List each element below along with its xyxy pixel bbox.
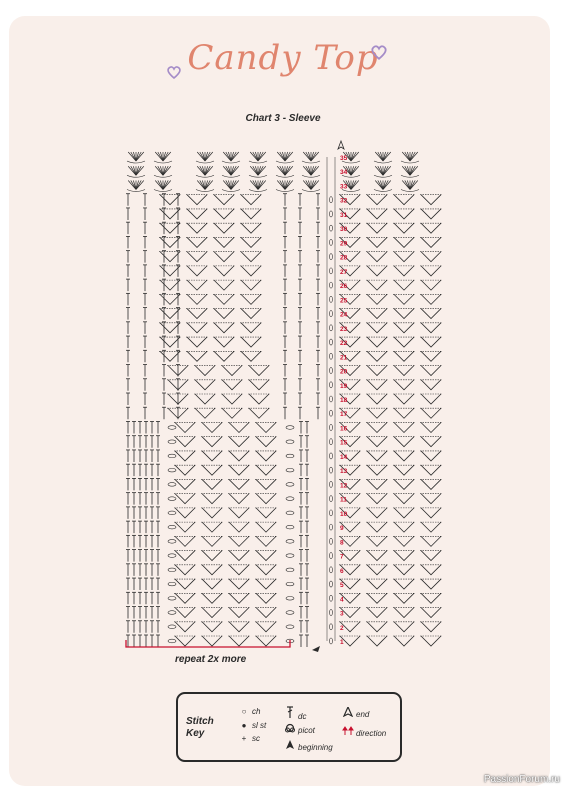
picot-icon (284, 723, 296, 735)
row-number: 12 (340, 482, 348, 490)
row-number: 18 (340, 397, 348, 404)
key-item-ch: ○ ch (238, 707, 260, 716)
chart-row (126, 621, 442, 633)
chart-row (126, 308, 442, 320)
direction-arrows-icon (342, 726, 354, 738)
chart-row (126, 535, 442, 547)
row-number: 7 (340, 553, 344, 561)
chart-row (126, 407, 442, 419)
row-number: 6 (340, 567, 344, 575)
row-number: 19 (340, 382, 348, 390)
chart-row (126, 521, 442, 533)
chart-row (126, 478, 442, 490)
chart-row (126, 194, 442, 206)
page-title: Candy Top (187, 38, 379, 78)
chart-row (126, 635, 442, 647)
key-item-end: end (342, 707, 369, 719)
row-number: 15 (340, 439, 348, 447)
row-number: 9 (340, 525, 344, 533)
row-number: 35 (340, 155, 348, 162)
row-number: 14 (340, 453, 348, 461)
chart-row (126, 322, 442, 334)
row-number: 28 (340, 254, 348, 262)
row-number: 27 (340, 268, 348, 276)
row-number: 2 (340, 624, 344, 632)
chart-row (126, 365, 442, 377)
row-number: 16 (340, 425, 348, 433)
ch-oval-icon: ○ (241, 707, 247, 716)
chart-row (126, 493, 442, 505)
key-item-direction: direction (342, 726, 386, 738)
row-number: 31 (340, 211, 348, 219)
beginning-arrow-icon (284, 740, 296, 752)
chart-row (126, 564, 442, 576)
chart-row (126, 592, 442, 604)
end-arrow-icon (338, 141, 344, 149)
row-number: 3 (340, 610, 344, 618)
sc-cross-icon: + (241, 734, 247, 743)
row-number: 1 (340, 639, 344, 646)
stitch-key-box (176, 692, 402, 762)
row-number: 10 (340, 510, 348, 518)
chart-row (126, 222, 442, 234)
repeat-label: repeat 2x more (175, 654, 247, 665)
key-item-beginning: beginning (284, 740, 333, 752)
key-item-dc: dc (284, 706, 306, 721)
chart-row (126, 550, 442, 562)
chart-row (126, 251, 442, 263)
chart-row (127, 152, 419, 163)
chart-row (126, 350, 442, 362)
chart-row (126, 336, 442, 348)
end-arrow-icon (342, 707, 354, 719)
row-number: 20 (340, 368, 348, 376)
row-number: 11 (340, 496, 347, 504)
row-number: 26 (340, 283, 348, 291)
row-number: 32 (340, 197, 348, 205)
row-number: 8 (340, 539, 344, 547)
key-item-picot: picot (284, 723, 315, 735)
sl-st-dot-icon: ● (241, 721, 247, 730)
chart-row (126, 607, 442, 619)
row-number: 25 (340, 297, 348, 305)
chart-row (126, 265, 442, 277)
chart-row (126, 507, 442, 519)
row-number: 4 (340, 596, 344, 604)
chart-row (127, 166, 419, 177)
chart-row (126, 379, 442, 391)
chart-row (127, 180, 419, 191)
row-number: 34 (340, 169, 348, 177)
key-item-sl-st: ● sl st (238, 721, 266, 730)
chart-row (126, 208, 442, 220)
row-number: 22 (340, 340, 348, 348)
row-number: 13 (340, 468, 348, 476)
chart-title: Chart 3 - Sleeve (245, 113, 321, 124)
row-number: 5 (340, 582, 344, 590)
key-item-sc: + sc (238, 734, 260, 743)
row-number: 17 (340, 411, 348, 419)
chart-row (126, 236, 442, 248)
row-number: 30 (340, 226, 348, 234)
chart-row (126, 393, 442, 405)
row-number: 23 (340, 325, 348, 333)
row-number: 33 (340, 183, 348, 191)
beginning-arrow-icon (312, 646, 320, 652)
stitch-key-title: Stitch Key (186, 716, 214, 739)
chart-row (126, 464, 442, 476)
chart-row (126, 450, 442, 462)
watermark: PassionForum.ru (483, 774, 560, 785)
chart-row (126, 436, 442, 448)
chart-row (126, 279, 442, 291)
dc-stitch-icon (284, 706, 296, 721)
chart-row (126, 578, 442, 590)
chart-row (126, 421, 442, 433)
row-number: 24 (340, 311, 348, 319)
chart-row (126, 293, 442, 305)
row-number: 21 (340, 354, 348, 362)
row-number: 29 (340, 240, 348, 248)
